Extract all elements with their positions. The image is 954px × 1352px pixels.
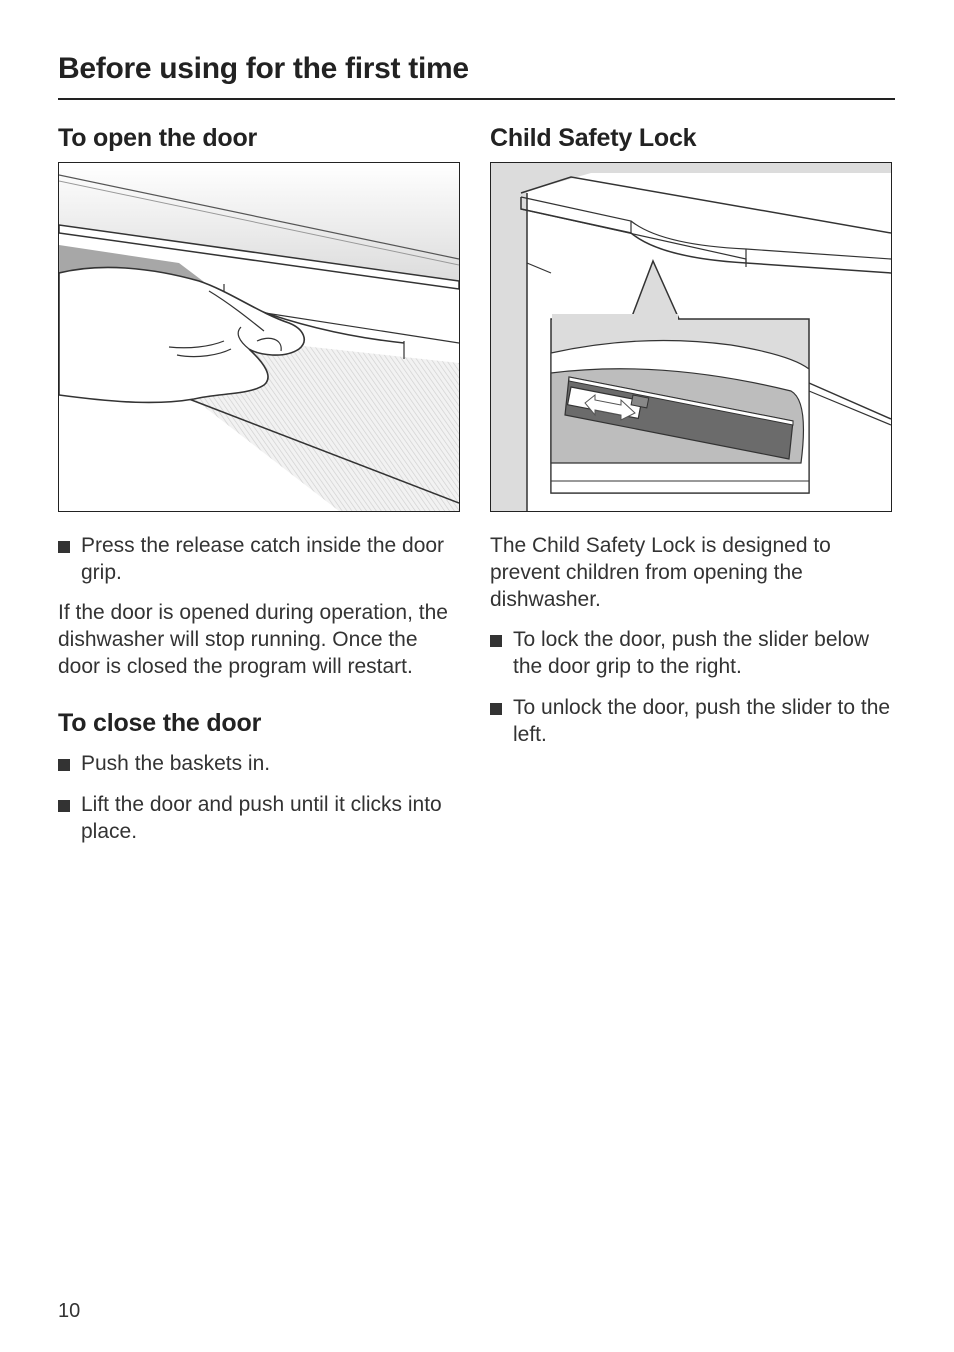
open-door-bullet: Press the release catch inside the door grip. (58, 532, 464, 586)
child-lock-description: The Child Safety Lock is designed to prevent children from opening the dishwasher. (490, 534, 831, 611)
child-lock-slider-icon (491, 163, 891, 511)
page-title: Before using for the first time (58, 52, 469, 85)
open-door-note: If the door is opened during operation, the dishwasher will stop running. Once the door is closed the program will restart. (58, 601, 448, 678)
child-lock-figure (490, 162, 892, 512)
close-door-bullet-2: Lift the door and push until it clicks into place. (58, 791, 464, 845)
page-number: 10 (58, 1300, 81, 1322)
close-door-heading: To close the door (58, 709, 262, 737)
open-door-figure (58, 162, 460, 512)
child-lock-heading: Child Safety Lock (490, 124, 697, 152)
close-door-bullet-1: Push the baskets in. (58, 750, 464, 777)
child-lock-section (490, 124, 896, 748)
open-door-section (58, 124, 464, 845)
open-door-heading: To open the door (58, 124, 258, 152)
hand-door-grip-icon (59, 163, 459, 511)
title-divider (58, 98, 895, 100)
child-lock-bullet-unlock: To unlock the door, push the slider to the left. (490, 694, 896, 748)
child-lock-bullet-lock: To lock the door, push the slider below the door grip to the right. (490, 626, 896, 680)
